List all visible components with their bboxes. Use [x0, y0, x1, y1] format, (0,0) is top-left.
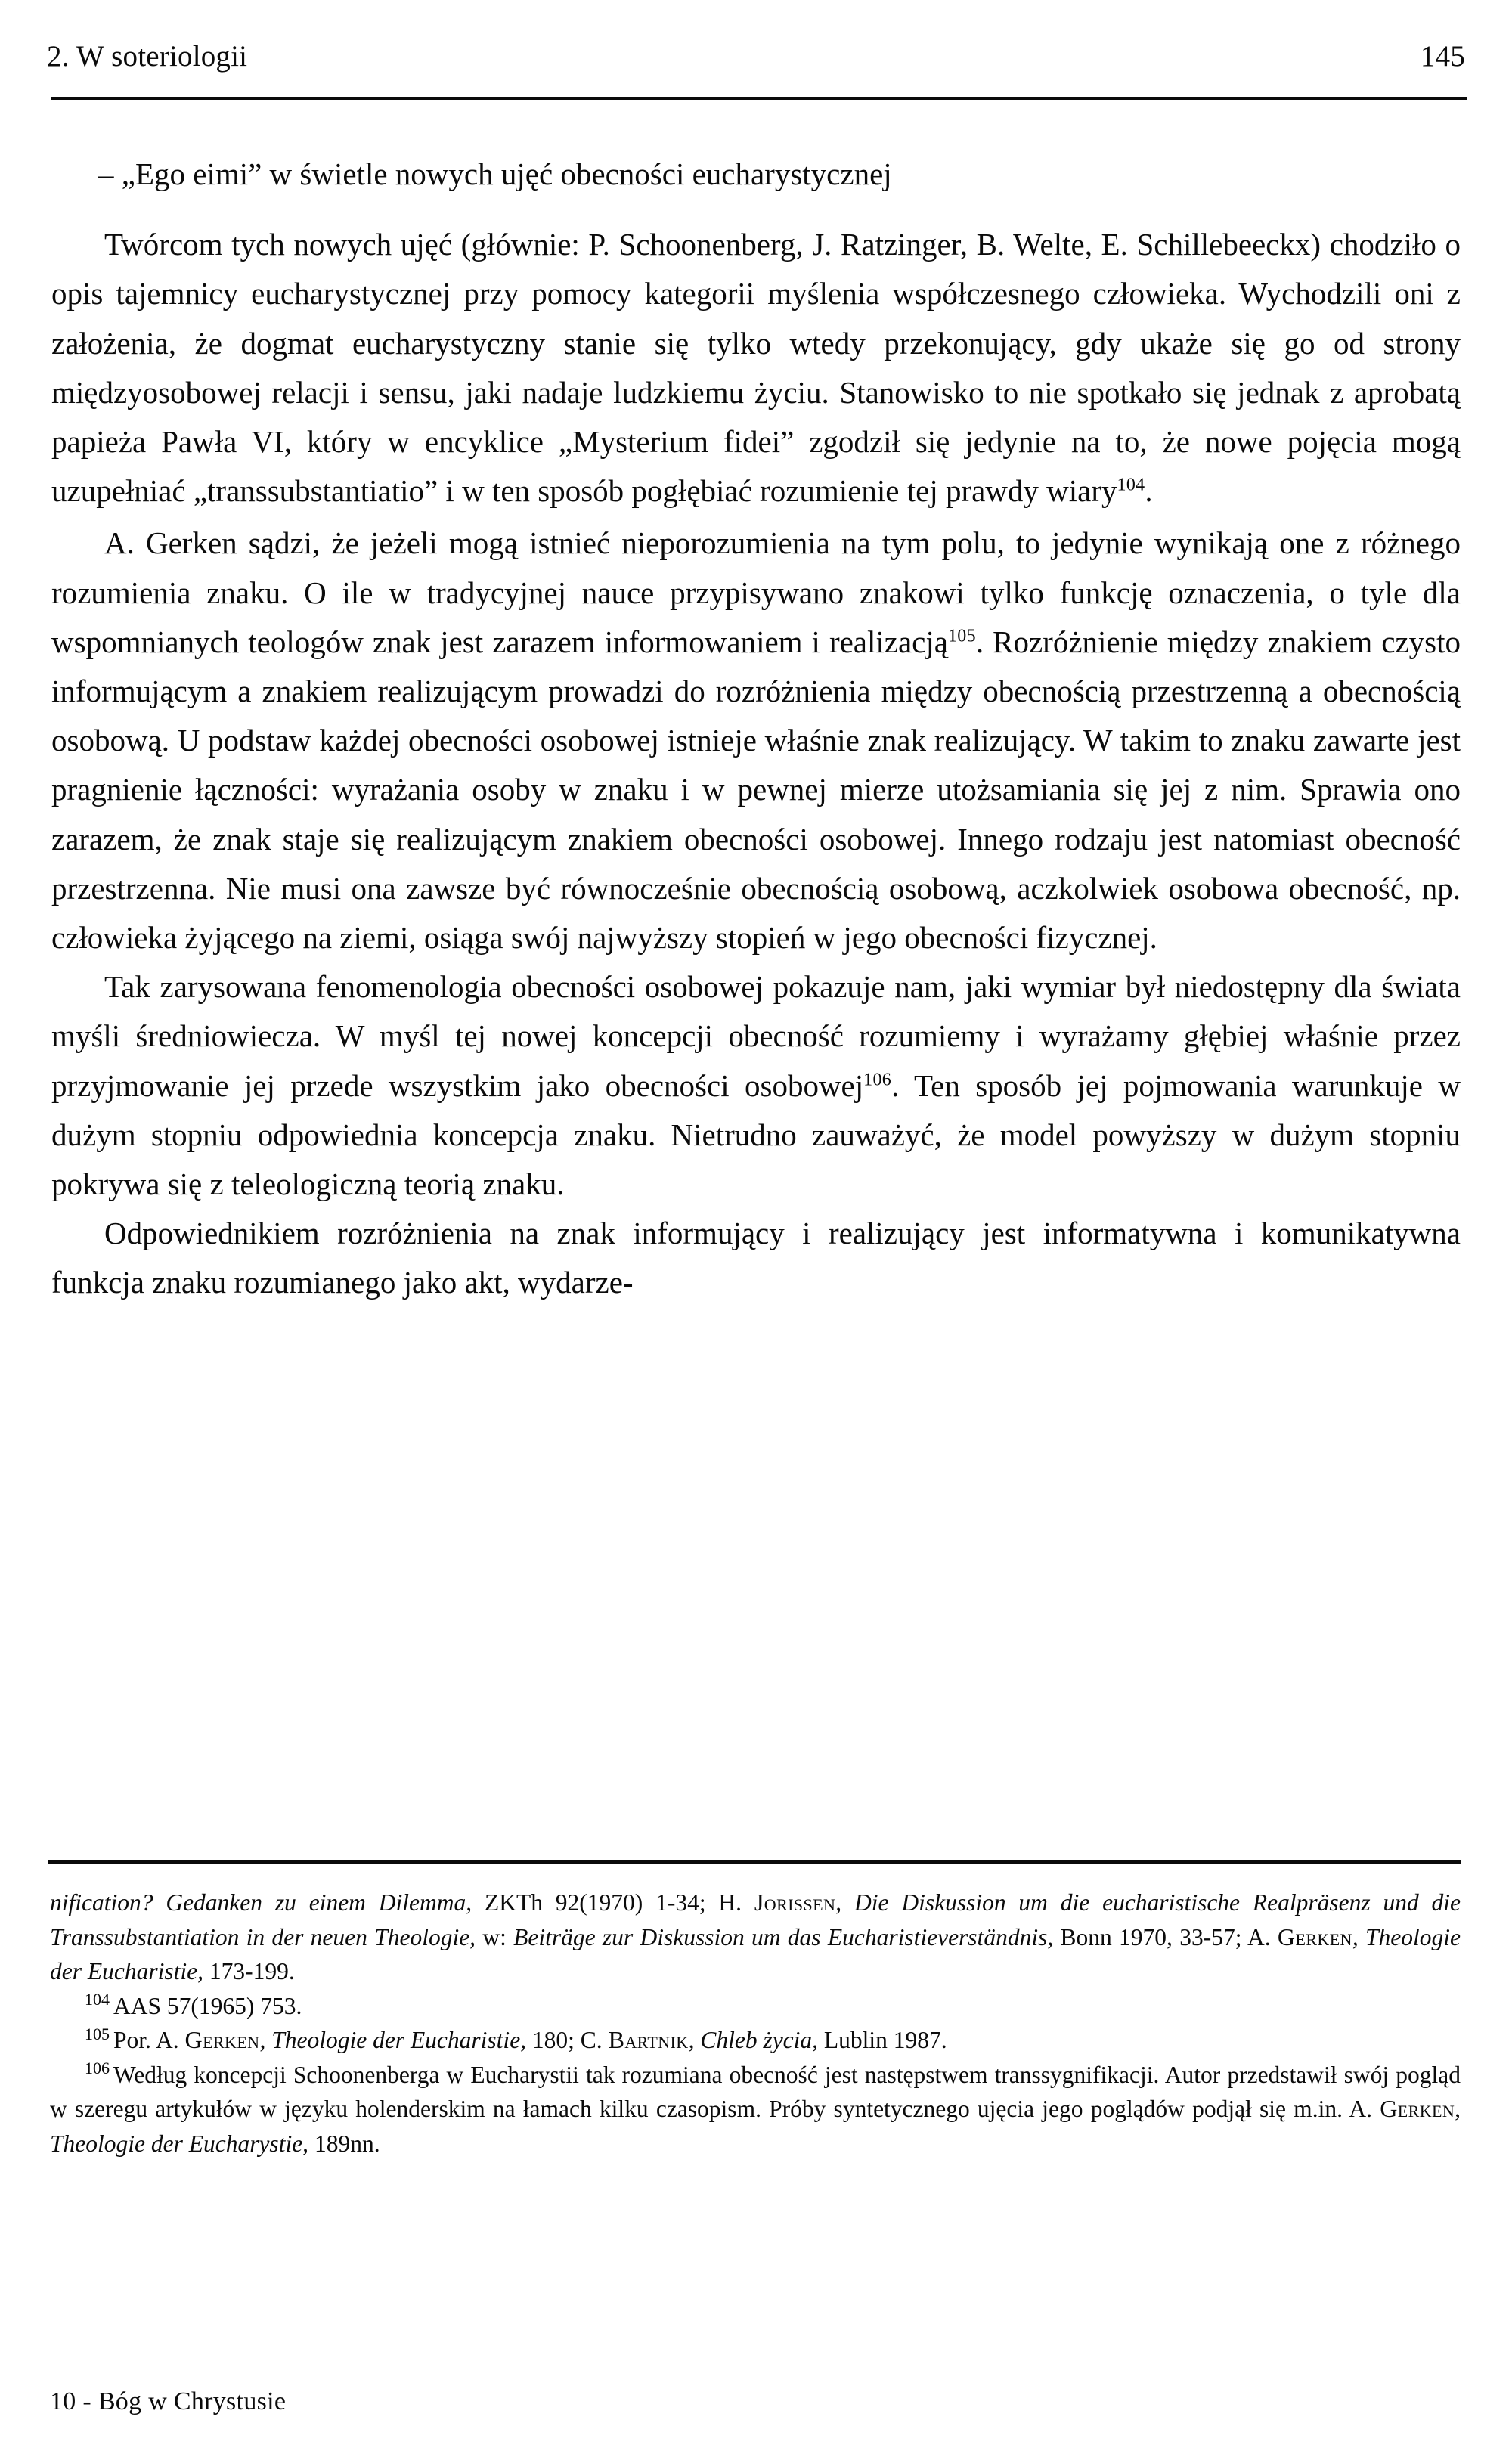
body-text-column: [51, 150, 1461, 1308]
paragraph-1: [51, 220, 1461, 516]
footnote-continued-title-1: nification? Gedanken zu einem Dilemma,: [50, 1889, 472, 1916]
footnote-continued-author-jorissen: Jorissen: [754, 1888, 836, 1916]
header-divider-rule: [51, 97, 1467, 100]
footnote-106-title: Theologie der Eucharystie,: [50, 2130, 309, 2157]
paragraph-4: Odpowiednikiem rozróżnienia na znak informujący i realizujący jest informatywna i komunikatywna funkcja znaku rozumianego jako akt, wydarze-: [51, 1216, 1461, 1300]
footnote-continued-ref-1: ZKTh 92(1970) 1-34; H.: [472, 1889, 754, 1916]
paragraph-1-text: Twórcom tych nowych ujęć (głównie: P. Schoonenberg, J. Ratzinger, B. Welte, E. Schillebeeckx) chodziło o opis tajemnicy eucharystycznej przy pomocy kategorii myślenia współczesnego człowieka. Wychodzili oni z założenia, że dogmat eucharystyczny stanie się tylko wtedy przekonujący, gdy ukaże się go od strony międzyosobowej relacji i sensu, jaki nadaje ludzkiemu życiu. Stanowisko to nie spotkało się jednak z aprobatą papieża Pawła VI, który w encyklice „Mysterium fidei” zgodził się jedynie na to, że nowe pojęcia mogą uzupełniać „transsubstantiatio” i w ten sposób pogłębiać rozumienie tej prawdy wiary: [51, 227, 1461, 509]
footnote-106-pages: 189nn.: [308, 2130, 380, 2157]
paragraph-2-tail: . Rozróżnienie między znakiem czysto informującym a znakiem realizującym prowadzi do rozróżnienia między obecnością przestrzenną a obecnością osobową. U podstaw każdej obecności osobowej istnieje właśnie znak realizujący. W takim to znaku zawarte jest pragnienie łączności: wyrażania osoby w znaku i w pewnej mierze utożsamiania się jej z nim. Sprawia ono zarazem, że znak staje się realizującym znakiem obecności osobowej. Innego rodzaju jest natomiast obecność przestrzenna. Nie musi ona zawsze być równocześnie obecnością osobową, aczkolwiek osobowa obecność, np. człowieka żyjącego na ziemi, osiąga swój najwyższy stopień w jego obecności fizycznej.: [51, 624, 1461, 956]
page-footer-signature: 10 - Bóg w Chrystusie: [50, 2387, 287, 2415]
paragraph-2-text: A. Gerken sądzi, że jeżeli mogą istnieć nieporozumienia na tym polu, to jedynie wynikają one z różnego rozumienia znaku. O ile w tradycyjnej nauce przypisywano znakowi tylko funkcję oznaczenia, o tyle dla wspomnianych teologów znak jest zarazem informowaniem i realizacją: [51, 525, 1461, 659]
footnote-106-author-gerken: Gerken: [1380, 2095, 1455, 2122]
footnote-106: [50, 2058, 1461, 2161]
footnote-continued-title-3: Beiträge zur Diskussion um das Eucharistieverständnis,: [513, 1923, 1054, 1950]
footnote-105-number: 105: [85, 2024, 110, 2043]
footnote-104: [50, 1989, 1461, 2024]
paragraph-3: [51, 962, 1461, 1209]
footnote-block: [50, 1885, 1461, 2161]
footnote-105-author-gerken: Gerken: [184, 2026, 260, 2053]
paragraph-3-tail: . Ten sposób jej pojmowania warunkuje w dużym stopniu odpowiednia koncepcja znaku. Nietrudno zauważyć, że model powyższy w dużym stopniu pokrywa się z teleologiczną teorią znaku.: [51, 1067, 1461, 1202]
footnote-104-number: 104: [85, 1990, 110, 2009]
paragraph-1-tail: .: [1145, 473, 1153, 509]
footnote-divider-rule: [48, 1860, 1461, 1864]
footnote-continued-pages: 173-199.: [203, 1958, 295, 1984]
section-subheading: – „Ego eimi” w świetle nowych ujęć obecności eucharystycznej: [98, 156, 892, 191]
footnote-marker-106[interactable]: 106: [863, 1070, 892, 1089]
footnote-continued-author-gerken: Gerken: [1277, 1922, 1352, 1950]
footnote-continued-title-2: , Die Diskussion um die eucharistische Realpräsenz und die Transsubstantiation in der neuen Theologie,: [50, 1889, 1461, 1950]
header-title: 2. W soteriologii: [47, 40, 248, 73]
footnote-marker-104[interactable]: 104: [1117, 475, 1145, 495]
running-header: [47, 39, 1465, 73]
paragraph-2: [51, 519, 1461, 962]
footnote-continued-title-4: , Theologie der Eucharistie,: [50, 1923, 1461, 1984]
paragraph-3-text: Tak zarysowana fenomenologia obecności osobowej pokazuje nam, jaki wymiar był niedostępny dla świata myśli średniowiecza. W myśl tej nowej koncepcji obecność rozumiemy i wyrażamy głębiej właśnie przez przyjmowanie jej przede wszystkim jako obecności osobowej: [51, 969, 1461, 1103]
footnote-105-place: Lublin 1987.: [818, 2027, 947, 2053]
footnote-105-title-1: , Theologie der Eucharistie,: [259, 2027, 527, 2053]
footnote-106-number: 106: [85, 2059, 110, 2077]
page-number: 145: [1420, 40, 1465, 73]
footnote-marker-105[interactable]: 105: [947, 626, 976, 646]
footnote-105-ref: 180; C.: [526, 2027, 609, 2053]
footnote-105-author-bartnik: Bartnik: [608, 2026, 689, 2053]
footnote-105-prefix: Por. A.: [113, 2027, 185, 2053]
footnote-106-text: Według koncepcji Schoonenberga w Eucharystii tak rozumiana obecność jest następstwem transsygnifikacji. Autor przedstawił swój pogląd w szeregu artykułów w języku holenderskim na łamach kilku czasopism. Próby syntetycznego ujęcia jego poglądów podjął się m.in. A.: [50, 2061, 1461, 2122]
footnote-105: [50, 2023, 1461, 2058]
footnote-106-sep: ,: [1455, 2096, 1461, 2122]
footnote-continued-in: w:: [476, 1923, 514, 1950]
footnote-105-title-2: , Chleb życia,: [688, 2027, 819, 2053]
footnote-continued-ref-2: Bonn 1970, 33-57; A.: [1053, 1923, 1278, 1950]
footnote-104-text: AAS 57(1965) 753.: [113, 1992, 302, 2019]
footnote-continued: [50, 1885, 1461, 1989]
